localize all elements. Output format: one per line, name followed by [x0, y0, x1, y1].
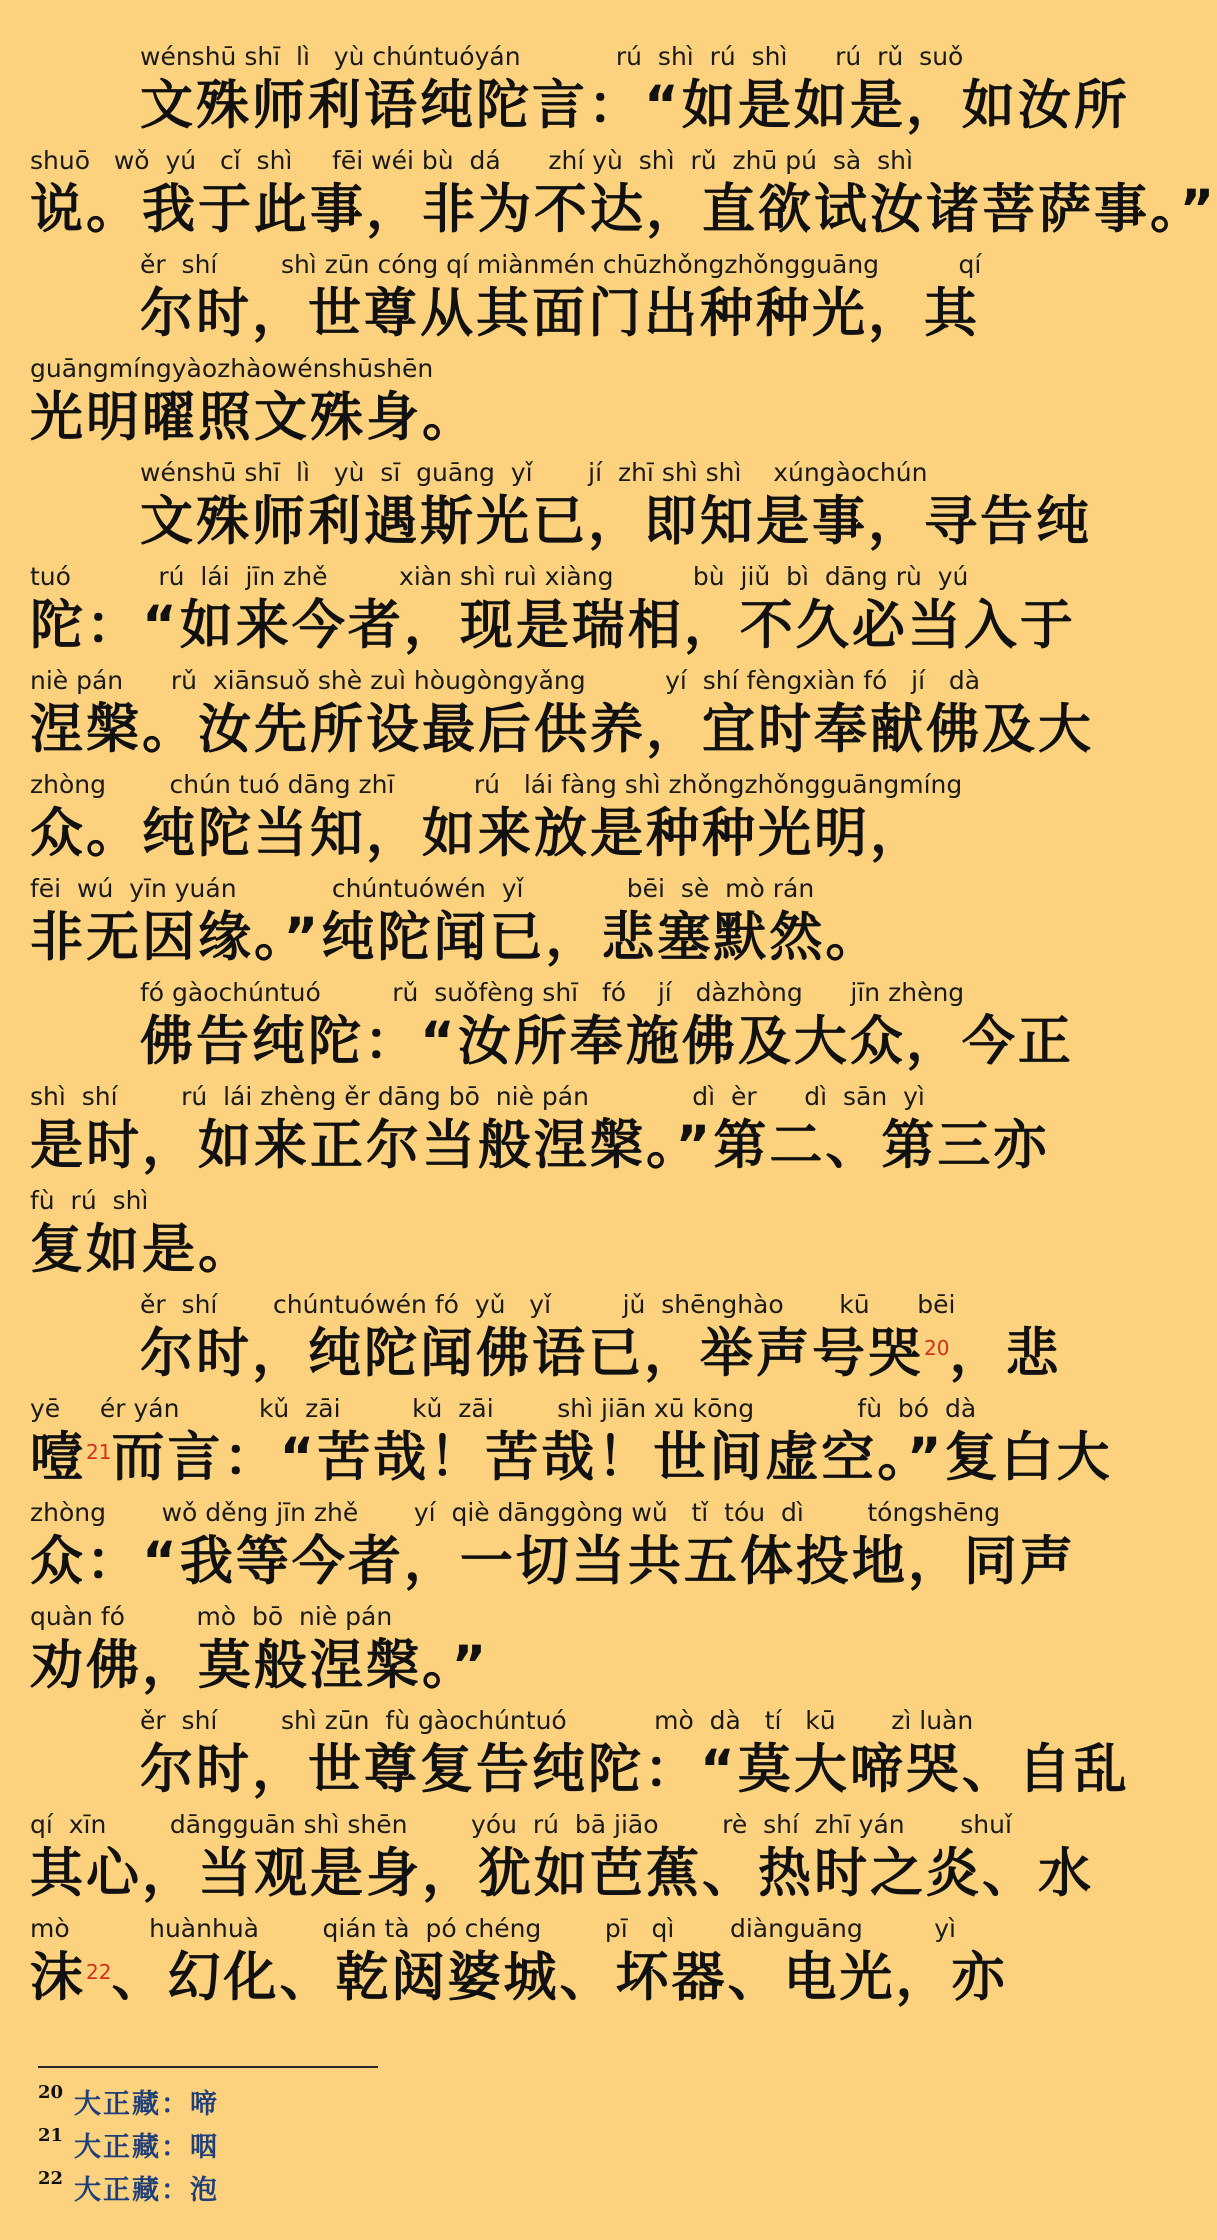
text-line	[30, 1496, 1076, 1600]
pinyin-line: mò huànhuà qián tà pó chéng pī qì diànguāng yì	[30, 1914, 956, 1943]
text-line	[30, 560, 1076, 664]
hanzi-line: 文殊师利遇斯光已，即知是事，寻告纯	[140, 491, 1092, 552]
pinyin-line: wénshū shī lì yù sī guāng yǐ jí zhī shì shì xúngàochún	[140, 458, 928, 487]
hanzi-segment: ，悲	[949, 1323, 1062, 1384]
text-line	[30, 352, 1060, 456]
hanzi-line: 劝佛，莫般涅槃。”	[30, 1635, 490, 1696]
hanzi-line: 复如是。	[30, 1219, 254, 1280]
pinyin-line: guāngmíngyàozhàowénshūshēn	[30, 354, 434, 383]
pinyin-line: tuó rú lái jīn zhě xiàn shì ruì xiàng bù jiǔ bì dāng rù yú	[30, 562, 969, 591]
text-line	[30, 1704, 1130, 1808]
hanzi-line	[140, 1322, 1060, 1386]
hanzi-line: 众：“我等今者，一切当共五体投地，同声	[30, 1531, 1076, 1592]
hanzi-segment: 而言：“苦哉！苦哉！世间虚空。”复白大	[111, 1427, 1113, 1488]
footnote-number: 21	[38, 2125, 64, 2146]
text-line	[30, 872, 1060, 976]
footnotes	[38, 2066, 378, 2211]
pinyin-line: zhòng wǒ děng jīn zhě yí qiè dānggòng wǔ tǐ tóu dì tóngshēng	[30, 1498, 1001, 1527]
hanzi-line: 文殊师利语纯陀言：“如是如是，如汝所	[140, 75, 1130, 136]
footnote-text: 大正藏：啼	[74, 2089, 219, 2120]
footnote-number: 20	[38, 2082, 64, 2103]
hanzi-line: 陀：“如来今者，现是瑞相，不久必当入于	[30, 595, 1076, 656]
hanzi-line: 非无因缘。”纯陀闻已，悲塞默然。	[30, 907, 882, 968]
hanzi-line: 涅槃。汝先所设最后供养，宜时奉献佛及大	[30, 699, 1094, 760]
text-line	[30, 664, 1094, 768]
hanzi-line: 众。纯陀当知，如来放是种种光明，	[30, 803, 926, 864]
pinyin-line: ěr shí chúntuówén fó yǔ yǐ jǔ shēnghào kū bēi	[140, 1290, 956, 1319]
footnote-ref[interactable]: 20	[924, 1336, 950, 1360]
text-line	[30, 1600, 1060, 1704]
pinyin-line: fēi wú yīn yuán chúntuówén yǐ bēi sè mò rán	[30, 874, 815, 903]
text-line	[30, 976, 1074, 1080]
text-line	[30, 1808, 1094, 1912]
footnote-number: 22	[38, 2168, 64, 2189]
pinyin-line: ěr shí shì zūn fù gàochúntuó mò dà tí kū zì luàn	[140, 1706, 974, 1735]
text-line	[30, 248, 1060, 352]
footnote-ref[interactable]: 21	[86, 1440, 112, 1464]
hanzi-line: 其心，当观是身，犹如芭蕉、热时之炎、水	[30, 1843, 1094, 1904]
footnote-ref[interactable]: 22	[86, 1960, 112, 1984]
hanzi-segment: 沫	[30, 1947, 86, 2008]
pinyin-line: yē ér yán kǔ zāi kǔ zāi shì jiān xū kōng fù bó dà	[30, 1394, 977, 1423]
hanzi-line	[30, 1426, 1113, 1490]
scripture-text	[30, 40, 1217, 2016]
hanzi-line: 光明曜照文殊身。	[30, 387, 478, 448]
text-line	[30, 1288, 1060, 1392]
text-line	[30, 1392, 1113, 1496]
pinyin-line: zhòng chún tuó dāng zhī rú lái fàng shì zhǒngzhǒngguāngmíng	[30, 770, 963, 799]
footnote-text: 大正藏：泡	[74, 2175, 219, 2206]
pinyin-line: wénshū shī lì yù chúntuóyán rú shì rú shì rú rǔ suǒ	[140, 42, 964, 71]
footnote-item	[38, 2082, 378, 2125]
pinyin-line: fù rú shì	[30, 1186, 149, 1215]
pinyin-line: shuō wǒ yú cǐ shì fēi wéi bù dá zhí yù shì rǔ zhū pú sà shì	[30, 146, 913, 175]
hanzi-line: 尔时，世尊复告纯陀：“莫大啼哭、自乱	[140, 1739, 1130, 1800]
text-line	[30, 1184, 1060, 1288]
hanzi-segment: 噎	[30, 1427, 86, 1488]
footnote-divider	[38, 2066, 378, 2068]
pinyin-line: fó gàochúntuó rǔ suǒfèng shī fó jí dàzhòng jīn zhèng	[140, 978, 965, 1007]
text-line	[30, 1912, 1060, 2016]
text-line	[30, 768, 1060, 872]
pinyin-line: niè pán rǔ xiānsuǒ shè zuì hòugòngyǎng yí shí fèngxiàn fó jí dà	[30, 666, 981, 695]
hanzi-line: 说。我于此事，非为不达，直欲试汝诸菩萨事。”	[30, 179, 1217, 240]
hanzi-segment: 尔时，纯陀闻佛语已，举声号哭	[140, 1323, 924, 1384]
text-line	[30, 456, 1092, 560]
hanzi-line: 尔时，世尊从其面门出种种光，其	[140, 283, 980, 344]
hanzi-segment: 、幻化、乾闼婆城、坏器、电光，亦	[111, 1947, 1008, 2008]
text-line	[30, 40, 1130, 144]
footnote-item	[38, 2125, 378, 2168]
hanzi-line: 是时，如来正尔当般涅槃。”第二、第三亦	[30, 1115, 1050, 1176]
footnote-text: 大正藏：咽	[74, 2132, 219, 2163]
pinyin-line: shì shí rú lái zhèng ěr dāng bō niè pán dì èr dì sān yì	[30, 1082, 925, 1111]
hanzi-line	[30, 1946, 1060, 2010]
pinyin-line: qí xīn dāngguān shì shēn yóu rú bā jiāo rè shí zhī yán shuǐ	[30, 1810, 1012, 1839]
text-line	[30, 144, 1217, 248]
footnote-item	[38, 2168, 378, 2211]
text-line	[30, 1080, 1060, 1184]
pinyin-line: quàn fó mò bō niè pán	[30, 1602, 393, 1631]
pinyin-line: ěr shí shì zūn cóng qí miànmén chūzhǒngzhǒngguāng qí	[140, 250, 982, 279]
hanzi-line: 佛告纯陀：“汝所奉施佛及大众，今正	[140, 1011, 1074, 1072]
